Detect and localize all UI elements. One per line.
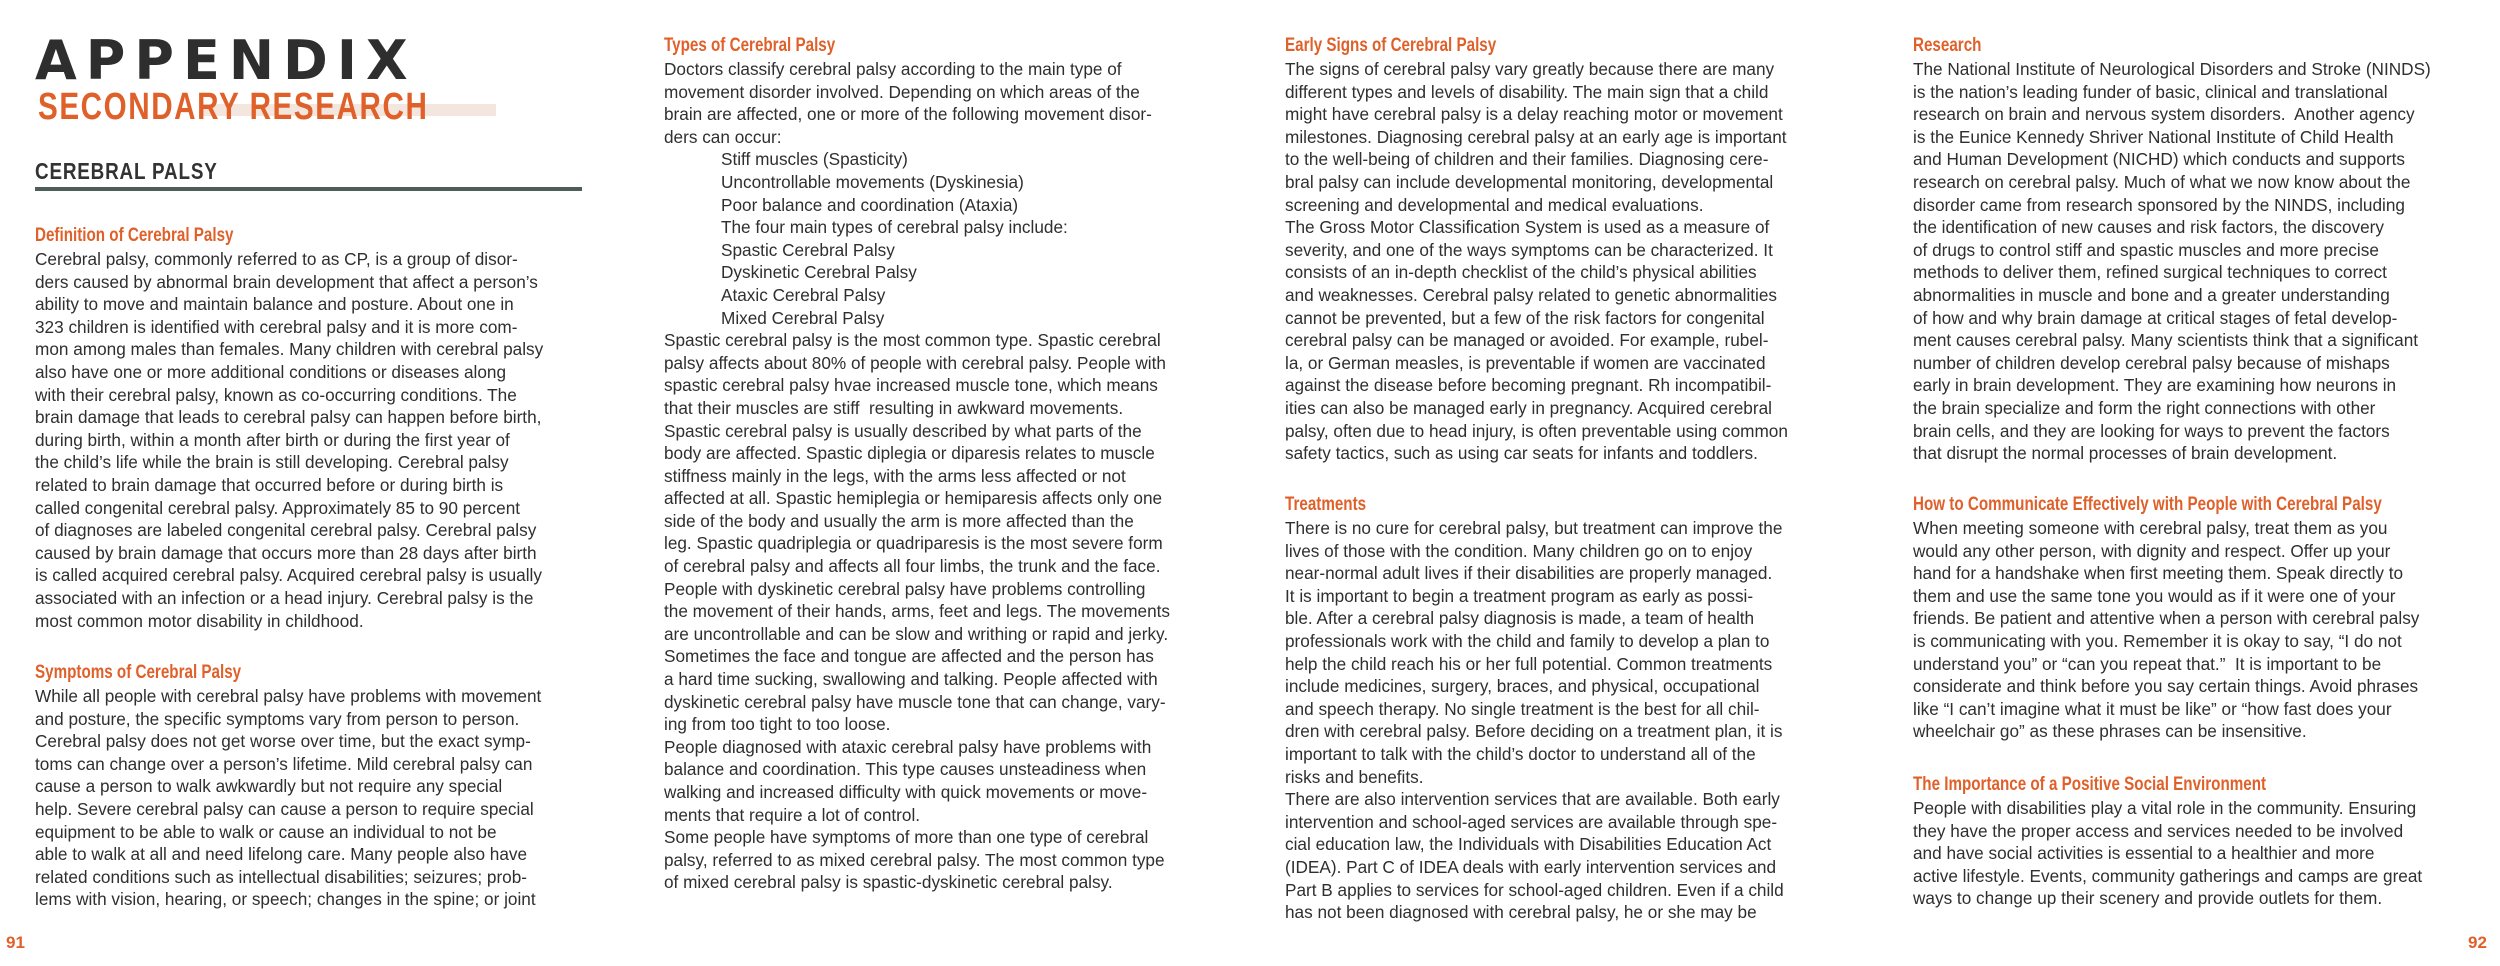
text-line: brain are affected, one or more of the following movement disor- <box>664 104 1152 125</box>
text-line: and weaknesses. Cerebral palsy related to genetic abnormalities <box>1285 284 1778 305</box>
section-divider <box>35 187 582 191</box>
text-line: movement disorder involved. Depending on which areas of the <box>664 81 1140 102</box>
text-line: is the Eunice Kennedy Shriver National Institute of Child Health <box>1913 126 2394 147</box>
text-line: caused by brain damage that occurs more than 28 days after birth <box>35 542 537 563</box>
text-line: near-normal adult lives if their disabilities are properly managed. <box>1285 563 1773 584</box>
text-line: of diagnoses are labeled congenital cerebral palsy. Cerebral palsy <box>35 520 537 541</box>
text-line: brain damage that leads to cerebral palsy can happen before birth, <box>35 407 542 428</box>
text-line: brain cells, and they are looking for ways to prevent the factors <box>1913 420 2390 441</box>
page-number-right: 92 <box>2468 933 2487 952</box>
text-line: considerate and think before you say certain things. Avoid phrases <box>1913 676 2419 697</box>
text-line: is communicating with you. Remember it is okay to say, “I do not <box>1913 630 2402 651</box>
text-line: during birth, within a month after birth or during the first year of <box>35 429 510 450</box>
text-line: Spastic cerebral palsy is the most common type. Spastic cerebral <box>664 330 1161 351</box>
text-line: and speech therapy. No single treatment is the best for all chil- <box>1285 698 1760 719</box>
text-line: that their muscles are stiff resulting in awkward movements. <box>664 397 1124 418</box>
symptoms-heading: Symptoms of Cerebral Palsy <box>35 662 242 683</box>
text-line: professionals work with the child and family to develop a plan to <box>1285 630 1770 651</box>
definition-heading: Definition of Cerebral Palsy <box>35 225 234 246</box>
social-text <box>1913 797 2473 910</box>
symptoms-text <box>35 685 595 911</box>
text-line: Poor balance and coordination (Ataxia) <box>721 194 1019 215</box>
text-line: body are affected. Spastic diplegia or diparesis relates to muscle <box>664 443 1155 464</box>
text-line: (IDEA). Part C of IDEA deals with early intervention services and <box>1285 856 1777 877</box>
text-line: cial education law, the Individuals with Disabilities Education Act <box>1285 834 1772 855</box>
text-line: Doctors classify cerebral palsy according to the main type of <box>664 59 1122 79</box>
text-line: and posture, the specific symptoms vary from person to person. <box>35 708 520 729</box>
text-line: has not been diagnosed with cerebral palsy, he or she may be <box>1285 902 1757 923</box>
text-line: ders can occur: <box>664 126 782 147</box>
text-line: cannot be prevented, but a few of the risk factors for congenital <box>1285 307 1765 328</box>
page-title: APPENDIX <box>35 29 417 92</box>
text-line: the brain specialize and form the right connections with other <box>1913 397 2376 418</box>
text-line: is the nation’s leading funder of basic, clinical and translational <box>1913 81 2388 102</box>
text-line: leg. Spastic quadriplegia or quadriparesis is the most severe form <box>664 533 1163 554</box>
text-line: called congenital cerebral palsy. Approximately 85 to 90 percent <box>35 497 521 518</box>
text-line: include medicines, surgery, braces, and physical, occupational <box>1285 676 1760 697</box>
text-line: dren with cerebral palsy. Before deciding on a treatment plan, it is <box>1285 721 1783 742</box>
text-line: It is important to begin a treatment program as early as possi- <box>1285 585 1754 606</box>
types-body <box>664 329 1224 894</box>
text-line: early in brain development. They are examining how neurons in <box>1913 375 2397 396</box>
text-line: would any other person, with dignity and respect. Offer up your <box>1913 540 2391 561</box>
text-line: 323 children is identified with cerebral palsy and it is more com- <box>35 316 518 337</box>
text-line: intervention and school-aged services are available through spe- <box>1285 811 1778 832</box>
text-line: to the well-being of children and their families. Diagnosing cere- <box>1285 149 1769 170</box>
text-line: abnormalities in muscle and bone and a greater understanding <box>1913 284 2390 305</box>
treatments-heading: Treatments <box>1285 494 1367 515</box>
text-line: most common motor disability in childhood. <box>35 610 364 631</box>
definition-text <box>35 248 595 632</box>
text-line: People with disabilities play a vital role in the community. Ensuring <box>1913 798 2417 818</box>
text-line: are uncontrollable and can be slow and writhing or rapid and jerky. <box>664 623 1169 644</box>
types-intro <box>664 58 1224 148</box>
text-line: them and use the same tone you would as if it were one of your <box>1913 585 2396 606</box>
text-line: ment causes cerebral palsy. Many scientists think that a significant <box>1913 330 2419 351</box>
text-line: of how and why brain damage at critical stages of fetal develop- <box>1913 307 2398 328</box>
text-line: ble. After a cerebral palsy diagnosis is made, a team of health <box>1285 608 1755 629</box>
text-line: toms can change over a person’s lifetime. Mild cerebral palsy can <box>35 753 533 774</box>
text-line: The four main types of cerebral palsy include: <box>721 217 1068 238</box>
text-line: is called acquired cerebral palsy. Acquired cerebral palsy is usually <box>35 565 542 586</box>
text-line: different types and levels of disability. The main sign that a child <box>1285 81 1769 102</box>
text-line: Ataxic Cerebral Palsy <box>721 284 886 305</box>
text-line: consists of an in-depth checklist of the child’s physical abilities <box>1285 262 1757 283</box>
text-line: Spastic cerebral palsy is usually described by what parts of the <box>664 420 1142 441</box>
text-line: of drugs to control stiff and spastic muscles and more precise <box>1913 239 2379 260</box>
text-line: la, or German measles, is preventable if women are vaccinated <box>1285 352 1766 373</box>
text-line: screening and developmental and medical evaluations. <box>1285 194 1704 215</box>
text-line: ities can also be managed early in pregnancy. Acquired cerebral <box>1285 397 1772 418</box>
early-signs-heading: Early Signs of Cerebral Palsy <box>1285 35 1497 56</box>
text-line: side of the body and usually the arm is more affected than the <box>664 510 1134 531</box>
treatments-text <box>1285 517 1845 924</box>
text-line: There is no cure for cerebral palsy, but treatment can improve the <box>1285 518 1783 538</box>
text-line: mon among males than females. Many children with cerebral palsy <box>35 339 544 360</box>
text-line: bral palsy can include developmental monitoring, developmental <box>1285 171 1774 192</box>
text-line: also have one or more additional conditions or diseases along <box>35 361 507 382</box>
text-line: Mixed Cerebral Palsy <box>721 307 885 328</box>
text-line: help the child reach his or her full potential. Common treatments <box>1285 653 1773 674</box>
text-line: that disrupt the normal processes of brain development. <box>1913 443 2338 464</box>
text-line: The Gross Motor Classification System is used as a measure of <box>1285 217 1770 238</box>
social-heading: The Importance of a Positive Social Environment <box>1913 774 2267 795</box>
text-line: understand you” or “can you repeat that.” It is important to be <box>1913 653 2382 674</box>
text-line: When meeting someone with cerebral palsy, treat them as you <box>1913 518 2388 538</box>
text-line: Some people have symptoms of more than one type of cerebral <box>664 827 1149 848</box>
text-line: disorder came from research sponsored by the NINDS, including <box>1913 194 2405 215</box>
text-line: Cerebral palsy does not get worse over time, but the exact symp- <box>35 731 531 752</box>
types-heading: Types of Cerebral Palsy <box>664 35 836 56</box>
text-line: active lifestyle. Events, community gatherings and camps are great <box>1913 865 2423 886</box>
text-line: number of children develop cerebral palsy because of mishaps <box>1913 352 2390 373</box>
text-line: There are also intervention services that are available. Both early <box>1285 789 1780 810</box>
communicate-heading: How to Communicate Effectively with People with Cerebral Palsy <box>1913 494 2382 515</box>
text-line: milestones. Diagnosing cerebral palsy at an early age is important <box>1285 126 1787 147</box>
text-line: like “I can’t imagine what it must be like” or “how fast does your <box>1913 698 2392 719</box>
text-line: cause a person to walk awkwardly but not require any special <box>35 776 503 797</box>
text-line: balance and coordination. This type causes unsteadiness when <box>664 759 1147 780</box>
text-line: with their cerebral palsy, known as co-occurring conditions. The <box>35 384 517 405</box>
text-line: ability to move and maintain balance and posture. About one in <box>35 294 514 315</box>
text-line: important to talk with the child’s doctor to understand all of the <box>1285 743 1756 764</box>
text-line: ways to change up their scenery and provide outlets for them. <box>1913 888 2383 909</box>
text-line: the identification of new causes and risk factors, the discovery <box>1913 217 2384 238</box>
types-text <box>664 58 1224 894</box>
page-number-left: 91 <box>6 933 25 952</box>
text-line: ments that require a lot of control. <box>664 804 921 825</box>
early-signs-text <box>1285 58 1845 465</box>
page-subtitle: SECONDARY RESEARCH <box>38 86 429 128</box>
text-line: People with dyskinetic cerebral palsy have problems controlling <box>664 578 1146 599</box>
text-line: research on brain and nervous system disorders. Another agency <box>1913 104 2415 125</box>
text-line: While all people with cerebral palsy have problems with movement <box>35 686 542 706</box>
text-line: related conditions such as intellectual disabilities; seizures; prob- <box>35 866 528 887</box>
text-line: might have cerebral palsy is a delay reaching motor or movement <box>1285 104 1783 125</box>
text-line: dyskinetic cerebral palsy have muscle tone that can change, vary- <box>664 691 1166 712</box>
text-line: ing from too tight to too loose. <box>664 714 891 735</box>
text-line: friends. Be patient and attentive when a person with cerebral palsy <box>1913 608 2420 629</box>
text-line: methods to deliver them, refined surgical techniques to correct <box>1913 262 2387 283</box>
text-line: lems with vision, hearing, or speech; changes in the spine; or joint <box>35 889 536 910</box>
text-line: Uncontrollable movements (Dyskinesia) <box>721 171 1024 192</box>
text-line: able to walk at all and need lifelong care. Many people also have <box>35 844 528 865</box>
text-line: Stiff muscles (Spasticity) <box>721 149 908 170</box>
text-line: the child’s life while the brain is still developing. Cerebral palsy <box>35 452 509 473</box>
text-line: and Human Development (NICHD) which conducts and supports <box>1913 149 2405 170</box>
types-list <box>664 148 1224 329</box>
text-line: Dyskinetic Cerebral Palsy <box>721 262 917 283</box>
text-line: cerebral palsy can be managed or avoided. For example, rubel- <box>1285 330 1769 351</box>
text-line: lives of those with the condition. Many children go on to enjoy <box>1285 540 1753 561</box>
text-line: of cerebral palsy and affects all four limbs, the trunk and the face. <box>664 556 1161 577</box>
text-line: they have the proper access and services needed to be involved <box>1913 820 2404 841</box>
section-title: CEREBRAL PALSY <box>35 158 218 184</box>
text-line: palsy, often due to head injury, is often preventable using common <box>1285 420 1788 441</box>
text-line: related to brain damage that occurred before or during birth is <box>35 474 504 495</box>
text-line: Cerebral palsy, commonly referred to as CP, is a group of disor- <box>35 249 518 269</box>
communicate-text <box>1913 517 2473 743</box>
text-line: research on cerebral palsy. Much of what we now know about the <box>1913 171 2411 192</box>
text-line: and have social activities is essential to a healthier and more <box>1913 843 2375 864</box>
text-line: equipment to be able to walk or cause an individual to not be <box>35 821 497 842</box>
text-line: The signs of cerebral palsy vary greatly because there are many <box>1285 59 1775 79</box>
text-line: risks and benefits. <box>1285 766 1424 787</box>
text-line: spastic cerebral palsy hvae increased muscle tone, which means <box>664 375 1158 396</box>
text-line: Part B applies to services for school-aged children. Even if a child <box>1285 879 1784 900</box>
research-text <box>1913 58 2473 465</box>
text-line: associated with an infection or a head injury. Cerebral palsy is the <box>35 587 534 608</box>
text-line: hand for a handshake when first meeting them. Speak directly to <box>1913 563 2404 584</box>
text-line: palsy, referred to as mixed cerebral palsy. The most common type <box>664 849 1165 870</box>
text-line: ders caused by abnormal brain development that affect a person’s <box>35 271 538 292</box>
text-line: wheelchair go” as these phrases can be insensitive. <box>1913 721 2307 742</box>
text-line: severity, and one of the ways symptoms can be characterized. It <box>1285 239 1773 260</box>
research-heading: Research <box>1913 35 1982 56</box>
text-line: against the disease before becoming pregnant. Rh incompatibil- <box>1285 375 1772 396</box>
text-line: safety tactics, such as using car seats for infants and toddlers. <box>1285 443 1758 464</box>
text-line: The National Institute of Neurological Disorders and Stroke (NINDS) <box>1913 59 2431 79</box>
text-line: Spastic Cerebral Palsy <box>721 239 895 260</box>
text-line: the movement of their hands, arms, feet and legs. The movements <box>664 601 1171 622</box>
text-line: stiffness mainly in the legs, with the arms less affected or not <box>664 465 1126 486</box>
text-line: People diagnosed with ataxic cerebral palsy have problems with <box>664 736 1152 757</box>
text-line: of mixed cerebral palsy is spastic-dyskinetic cerebral palsy. <box>664 872 1113 893</box>
text-line: affected at all. Spastic hemiplegia or hemiparesis affects only one <box>664 488 1163 509</box>
text-line: help. Severe cerebral palsy can cause a person to require special <box>35 798 534 819</box>
text-line: Sometimes the face and tongue are affected and the person has <box>664 646 1154 667</box>
text-line: palsy affects about 80% of people with cerebral palsy. People with <box>664 352 1166 373</box>
text-line: walking and increased difficulty with quick movements or move- <box>664 782 1148 802</box>
text-line: a hard time sucking, swallowing and talking. People affected with <box>664 669 1158 690</box>
